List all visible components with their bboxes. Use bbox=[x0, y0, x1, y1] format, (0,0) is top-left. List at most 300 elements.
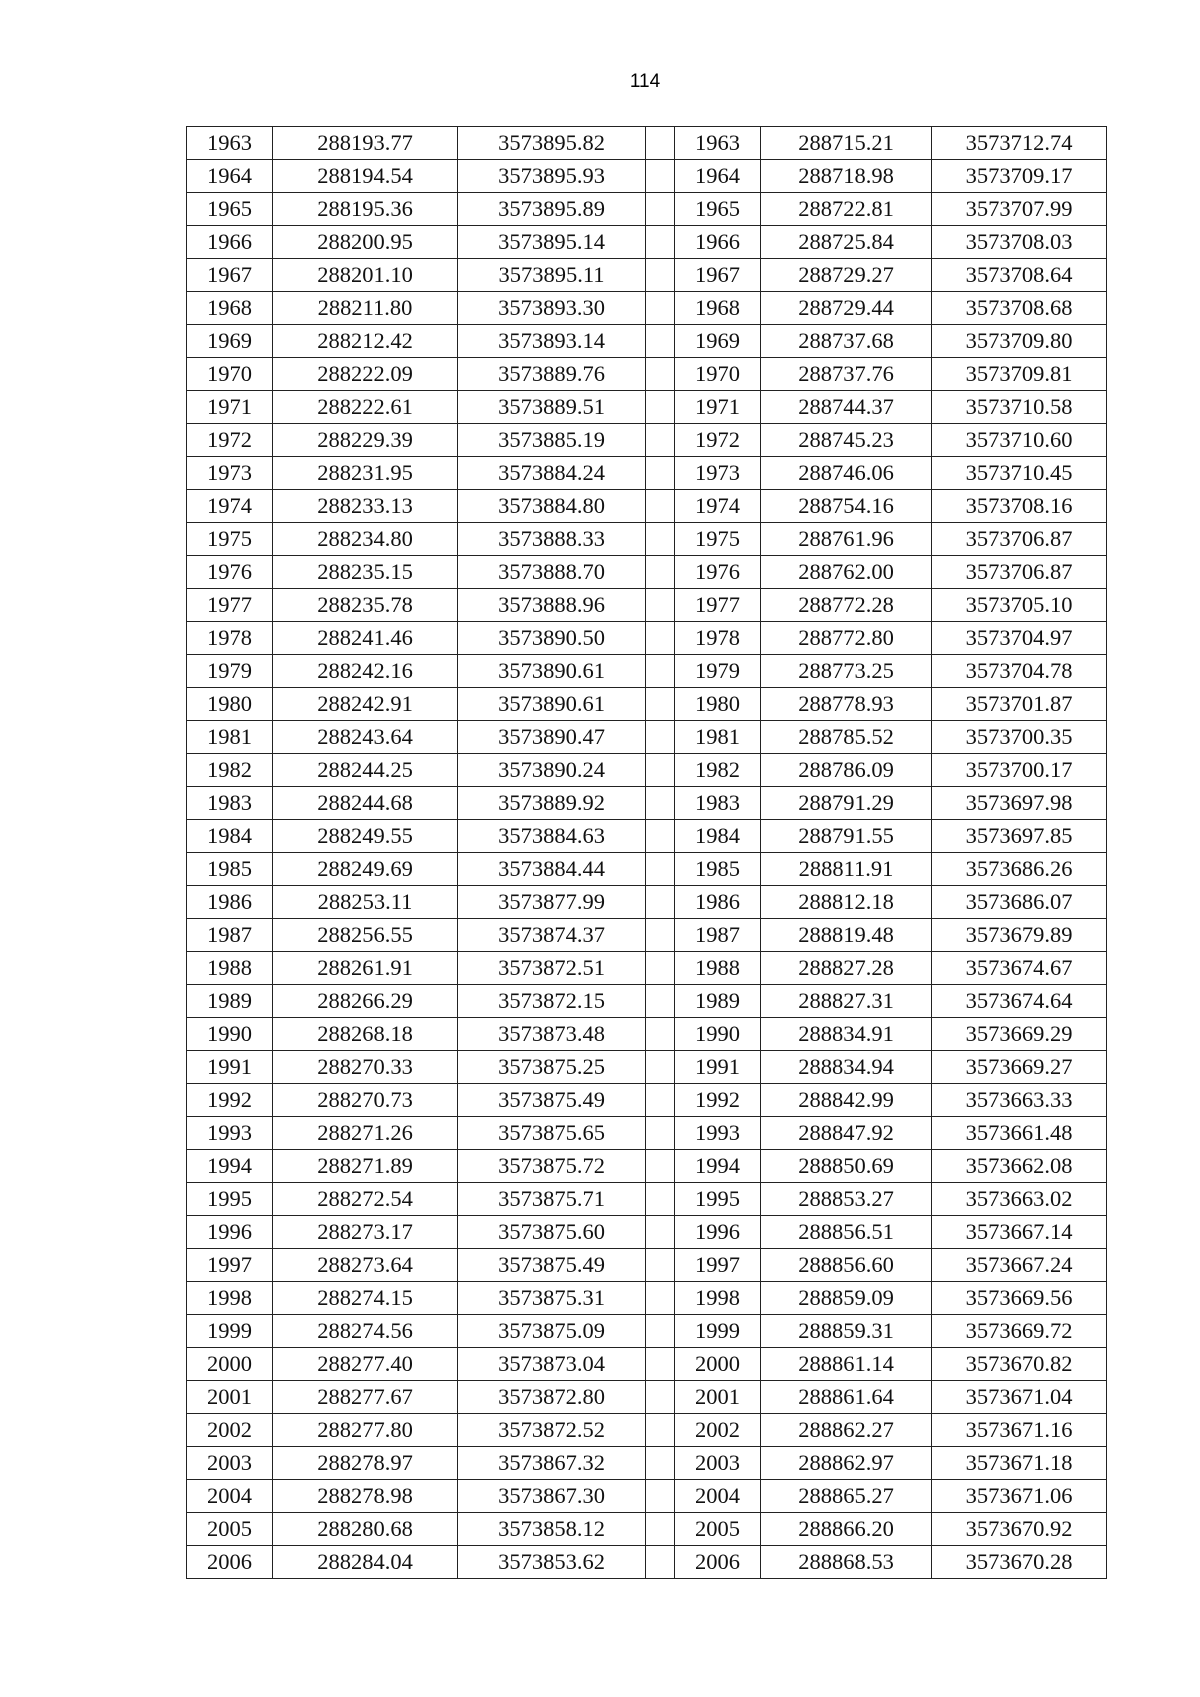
spacer-cell bbox=[646, 886, 675, 919]
left-x-coordinate-cell: 288242.16 bbox=[273, 655, 458, 688]
left-point-id-cell: 1998 bbox=[187, 1282, 273, 1315]
right-y-coordinate-cell: 3573701.87 bbox=[932, 688, 1107, 721]
left-y-coordinate-cell: 3573895.14 bbox=[458, 226, 646, 259]
right-y-coordinate-cell: 3573708.16 bbox=[932, 490, 1107, 523]
left-y-coordinate-cell: 3573875.49 bbox=[458, 1249, 646, 1282]
right-x-coordinate-cell: 288737.76 bbox=[761, 358, 932, 391]
left-point-id-cell: 1996 bbox=[187, 1216, 273, 1249]
spacer-cell bbox=[646, 1051, 675, 1084]
right-x-coordinate-cell: 288819.48 bbox=[761, 919, 932, 952]
spacer-cell bbox=[646, 490, 675, 523]
right-point-id-cell: 1973 bbox=[675, 457, 761, 490]
table-row bbox=[187, 1447, 1107, 1480]
right-x-coordinate-cell: 288856.60 bbox=[761, 1249, 932, 1282]
left-y-coordinate-cell: 3573895.89 bbox=[458, 193, 646, 226]
right-y-coordinate-cell: 3573708.03 bbox=[932, 226, 1107, 259]
right-point-id-cell: 1978 bbox=[675, 622, 761, 655]
left-point-id-cell: 1974 bbox=[187, 490, 273, 523]
table-row bbox=[187, 754, 1107, 787]
spacer-cell bbox=[646, 1282, 675, 1315]
right-x-coordinate-cell: 288811.91 bbox=[761, 853, 932, 886]
left-x-coordinate-cell: 288249.69 bbox=[273, 853, 458, 886]
spacer-cell bbox=[646, 1183, 675, 1216]
right-x-coordinate-cell: 288861.14 bbox=[761, 1348, 932, 1381]
table-row bbox=[187, 424, 1107, 457]
left-y-coordinate-cell: 3573888.96 bbox=[458, 589, 646, 622]
right-point-id-cell: 1990 bbox=[675, 1018, 761, 1051]
left-point-id-cell: 1976 bbox=[187, 556, 273, 589]
spacer-cell bbox=[646, 754, 675, 787]
right-y-coordinate-cell: 3573670.82 bbox=[932, 1348, 1107, 1381]
table-row bbox=[187, 1018, 1107, 1051]
right-x-coordinate-cell: 288746.06 bbox=[761, 457, 932, 490]
right-x-coordinate-cell: 288827.28 bbox=[761, 952, 932, 985]
right-y-coordinate-cell: 3573704.97 bbox=[932, 622, 1107, 655]
left-y-coordinate-cell: 3573875.09 bbox=[458, 1315, 646, 1348]
right-y-coordinate-cell: 3573708.64 bbox=[932, 259, 1107, 292]
table-row bbox=[187, 556, 1107, 589]
right-y-coordinate-cell: 3573661.48 bbox=[932, 1117, 1107, 1150]
table-row bbox=[187, 1216, 1107, 1249]
left-point-id-cell: 1982 bbox=[187, 754, 273, 787]
table-row bbox=[187, 1150, 1107, 1183]
left-x-coordinate-cell: 288266.29 bbox=[273, 985, 458, 1018]
spacer-cell bbox=[646, 127, 675, 160]
left-y-coordinate-cell: 3573895.93 bbox=[458, 160, 646, 193]
right-x-coordinate-cell: 288859.09 bbox=[761, 1282, 932, 1315]
left-x-coordinate-cell: 288278.97 bbox=[273, 1447, 458, 1480]
left-x-coordinate-cell: 288194.54 bbox=[273, 160, 458, 193]
left-y-coordinate-cell: 3573884.80 bbox=[458, 490, 646, 523]
spacer-cell bbox=[646, 424, 675, 457]
left-point-id-cell: 1999 bbox=[187, 1315, 273, 1348]
table-row bbox=[187, 1315, 1107, 1348]
left-x-coordinate-cell: 288249.55 bbox=[273, 820, 458, 853]
right-y-coordinate-cell: 3573706.87 bbox=[932, 523, 1107, 556]
table-row bbox=[187, 1249, 1107, 1282]
table-row bbox=[187, 193, 1107, 226]
right-point-id-cell: 2001 bbox=[675, 1381, 761, 1414]
right-point-id-cell: 1997 bbox=[675, 1249, 761, 1282]
table-row bbox=[187, 457, 1107, 490]
table-row bbox=[187, 1348, 1107, 1381]
spacer-cell bbox=[646, 1414, 675, 1447]
spacer-cell bbox=[646, 226, 675, 259]
left-point-id-cell: 1972 bbox=[187, 424, 273, 457]
right-y-coordinate-cell: 3573663.02 bbox=[932, 1183, 1107, 1216]
left-point-id-cell: 1980 bbox=[187, 688, 273, 721]
left-y-coordinate-cell: 3573890.61 bbox=[458, 655, 646, 688]
left-y-coordinate-cell: 3573872.51 bbox=[458, 952, 646, 985]
right-y-coordinate-cell: 3573669.29 bbox=[932, 1018, 1107, 1051]
right-x-coordinate-cell: 288861.64 bbox=[761, 1381, 932, 1414]
left-x-coordinate-cell: 288273.17 bbox=[273, 1216, 458, 1249]
left-y-coordinate-cell: 3573867.32 bbox=[458, 1447, 646, 1480]
left-y-coordinate-cell: 3573875.60 bbox=[458, 1216, 646, 1249]
table-row bbox=[187, 820, 1107, 853]
right-x-coordinate-cell: 288866.20 bbox=[761, 1513, 932, 1546]
right-x-coordinate-cell: 288773.25 bbox=[761, 655, 932, 688]
left-x-coordinate-cell: 288270.73 bbox=[273, 1084, 458, 1117]
right-y-coordinate-cell: 3573704.78 bbox=[932, 655, 1107, 688]
left-y-coordinate-cell: 3573888.70 bbox=[458, 556, 646, 589]
right-point-id-cell: 1966 bbox=[675, 226, 761, 259]
left-y-coordinate-cell: 3573884.44 bbox=[458, 853, 646, 886]
left-point-id-cell: 1970 bbox=[187, 358, 273, 391]
right-point-id-cell: 2006 bbox=[675, 1546, 761, 1579]
left-x-coordinate-cell: 288273.64 bbox=[273, 1249, 458, 1282]
spacer-cell bbox=[646, 556, 675, 589]
right-y-coordinate-cell: 3573667.24 bbox=[932, 1249, 1107, 1282]
right-point-id-cell: 1965 bbox=[675, 193, 761, 226]
right-y-coordinate-cell: 3573671.04 bbox=[932, 1381, 1107, 1414]
right-point-id-cell: 2003 bbox=[675, 1447, 761, 1480]
right-y-coordinate-cell: 3573705.10 bbox=[932, 589, 1107, 622]
spacer-cell bbox=[646, 952, 675, 985]
right-x-coordinate-cell: 288729.44 bbox=[761, 292, 932, 325]
table-row bbox=[187, 1117, 1107, 1150]
left-point-id-cell: 1986 bbox=[187, 886, 273, 919]
left-x-coordinate-cell: 288241.46 bbox=[273, 622, 458, 655]
left-point-id-cell: 1981 bbox=[187, 721, 273, 754]
left-point-id-cell: 1968 bbox=[187, 292, 273, 325]
table-row bbox=[187, 886, 1107, 919]
right-point-id-cell: 1964 bbox=[675, 160, 761, 193]
spacer-cell bbox=[646, 919, 675, 952]
spacer-cell bbox=[646, 655, 675, 688]
table-row bbox=[187, 721, 1107, 754]
right-point-id-cell: 2005 bbox=[675, 1513, 761, 1546]
right-point-id-cell: 1989 bbox=[675, 985, 761, 1018]
spacer-cell bbox=[646, 1084, 675, 1117]
right-point-id-cell: 1976 bbox=[675, 556, 761, 589]
right-x-coordinate-cell: 288786.09 bbox=[761, 754, 932, 787]
left-x-coordinate-cell: 288270.33 bbox=[273, 1051, 458, 1084]
right-point-id-cell: 1977 bbox=[675, 589, 761, 622]
right-x-coordinate-cell: 288834.91 bbox=[761, 1018, 932, 1051]
spacer-cell bbox=[646, 193, 675, 226]
left-point-id-cell: 1995 bbox=[187, 1183, 273, 1216]
left-y-coordinate-cell: 3573875.72 bbox=[458, 1150, 646, 1183]
left-x-coordinate-cell: 288229.39 bbox=[273, 424, 458, 457]
right-y-coordinate-cell: 3573697.98 bbox=[932, 787, 1107, 820]
left-y-coordinate-cell: 3573853.62 bbox=[458, 1546, 646, 1579]
left-point-id-cell: 1973 bbox=[187, 457, 273, 490]
table-row bbox=[187, 160, 1107, 193]
right-point-id-cell: 1979 bbox=[675, 655, 761, 688]
left-point-id-cell: 2006 bbox=[187, 1546, 273, 1579]
left-x-coordinate-cell: 288211.80 bbox=[273, 292, 458, 325]
spacer-cell bbox=[646, 1381, 675, 1414]
left-y-coordinate-cell: 3573890.61 bbox=[458, 688, 646, 721]
right-x-coordinate-cell: 288772.28 bbox=[761, 589, 932, 622]
spacer-cell bbox=[646, 1546, 675, 1579]
left-y-coordinate-cell: 3573867.30 bbox=[458, 1480, 646, 1513]
left-point-id-cell: 1975 bbox=[187, 523, 273, 556]
right-x-coordinate-cell: 288847.92 bbox=[761, 1117, 932, 1150]
right-y-coordinate-cell: 3573663.33 bbox=[932, 1084, 1107, 1117]
left-x-coordinate-cell: 288235.78 bbox=[273, 589, 458, 622]
right-y-coordinate-cell: 3573707.99 bbox=[932, 193, 1107, 226]
table-row bbox=[187, 358, 1107, 391]
left-point-id-cell: 1971 bbox=[187, 391, 273, 424]
left-y-coordinate-cell: 3573875.71 bbox=[458, 1183, 646, 1216]
table-row bbox=[187, 490, 1107, 523]
right-x-coordinate-cell: 288725.84 bbox=[761, 226, 932, 259]
spacer-cell bbox=[646, 688, 675, 721]
right-y-coordinate-cell: 3573700.35 bbox=[932, 721, 1107, 754]
right-y-coordinate-cell: 3573669.27 bbox=[932, 1051, 1107, 1084]
left-y-coordinate-cell: 3573875.65 bbox=[458, 1117, 646, 1150]
left-x-coordinate-cell: 288268.18 bbox=[273, 1018, 458, 1051]
right-x-coordinate-cell: 288718.98 bbox=[761, 160, 932, 193]
left-y-coordinate-cell: 3573872.52 bbox=[458, 1414, 646, 1447]
right-y-coordinate-cell: 3573669.72 bbox=[932, 1315, 1107, 1348]
table-row bbox=[187, 1381, 1107, 1414]
left-point-id-cell: 1988 bbox=[187, 952, 273, 985]
table-row bbox=[187, 1183, 1107, 1216]
right-x-coordinate-cell: 288856.51 bbox=[761, 1216, 932, 1249]
right-point-id-cell: 1974 bbox=[675, 490, 761, 523]
table-row bbox=[187, 391, 1107, 424]
left-x-coordinate-cell: 288253.11 bbox=[273, 886, 458, 919]
left-x-coordinate-cell: 288193.77 bbox=[273, 127, 458, 160]
left-point-id-cell: 1983 bbox=[187, 787, 273, 820]
table-row bbox=[187, 259, 1107, 292]
left-y-coordinate-cell: 3573890.24 bbox=[458, 754, 646, 787]
left-x-coordinate-cell: 288201.10 bbox=[273, 259, 458, 292]
left-x-coordinate-cell: 288271.26 bbox=[273, 1117, 458, 1150]
right-y-coordinate-cell: 3573670.28 bbox=[932, 1546, 1107, 1579]
left-point-id-cell: 1977 bbox=[187, 589, 273, 622]
spacer-cell bbox=[646, 787, 675, 820]
spacer-cell bbox=[646, 985, 675, 1018]
right-point-id-cell: 1968 bbox=[675, 292, 761, 325]
left-point-id-cell: 1997 bbox=[187, 1249, 273, 1282]
left-point-id-cell: 2001 bbox=[187, 1381, 273, 1414]
left-y-coordinate-cell: 3573885.19 bbox=[458, 424, 646, 457]
right-point-id-cell: 1992 bbox=[675, 1084, 761, 1117]
right-x-coordinate-cell: 288729.27 bbox=[761, 259, 932, 292]
right-y-coordinate-cell: 3573671.16 bbox=[932, 1414, 1107, 1447]
right-y-coordinate-cell: 3573712.74 bbox=[932, 127, 1107, 160]
right-x-coordinate-cell: 288862.27 bbox=[761, 1414, 932, 1447]
right-x-coordinate-cell: 288791.55 bbox=[761, 820, 932, 853]
right-y-coordinate-cell: 3573679.89 bbox=[932, 919, 1107, 952]
left-y-coordinate-cell: 3573889.51 bbox=[458, 391, 646, 424]
coordinates-table bbox=[186, 126, 1107, 1579]
right-point-id-cell: 1988 bbox=[675, 952, 761, 985]
right-x-coordinate-cell: 288853.27 bbox=[761, 1183, 932, 1216]
left-x-coordinate-cell: 288231.95 bbox=[273, 457, 458, 490]
left-point-id-cell: 1987 bbox=[187, 919, 273, 952]
left-x-coordinate-cell: 288195.36 bbox=[273, 193, 458, 226]
table-row bbox=[187, 919, 1107, 952]
right-point-id-cell: 1996 bbox=[675, 1216, 761, 1249]
left-point-id-cell: 1967 bbox=[187, 259, 273, 292]
left-point-id-cell: 2003 bbox=[187, 1447, 273, 1480]
left-x-coordinate-cell: 288278.98 bbox=[273, 1480, 458, 1513]
right-y-coordinate-cell: 3573669.56 bbox=[932, 1282, 1107, 1315]
left-x-coordinate-cell: 288222.61 bbox=[273, 391, 458, 424]
right-point-id-cell: 1971 bbox=[675, 391, 761, 424]
right-point-id-cell: 2002 bbox=[675, 1414, 761, 1447]
left-x-coordinate-cell: 288272.54 bbox=[273, 1183, 458, 1216]
left-y-coordinate-cell: 3573889.76 bbox=[458, 358, 646, 391]
table-row bbox=[187, 1513, 1107, 1546]
table-row bbox=[187, 952, 1107, 985]
left-x-coordinate-cell: 288244.25 bbox=[273, 754, 458, 787]
left-x-coordinate-cell: 288261.91 bbox=[273, 952, 458, 985]
right-x-coordinate-cell: 288862.97 bbox=[761, 1447, 932, 1480]
table-row bbox=[187, 523, 1107, 556]
spacer-cell bbox=[646, 1150, 675, 1183]
left-y-coordinate-cell: 3573875.31 bbox=[458, 1282, 646, 1315]
right-point-id-cell: 2000 bbox=[675, 1348, 761, 1381]
right-point-id-cell: 1986 bbox=[675, 886, 761, 919]
spacer-cell bbox=[646, 160, 675, 193]
spacer-cell bbox=[646, 1513, 675, 1546]
left-point-id-cell: 1991 bbox=[187, 1051, 273, 1084]
left-point-id-cell: 1992 bbox=[187, 1084, 273, 1117]
right-point-id-cell: 1969 bbox=[675, 325, 761, 358]
right-y-coordinate-cell: 3573697.85 bbox=[932, 820, 1107, 853]
left-y-coordinate-cell: 3573873.04 bbox=[458, 1348, 646, 1381]
right-point-id-cell: 1970 bbox=[675, 358, 761, 391]
right-point-id-cell: 1985 bbox=[675, 853, 761, 886]
right-y-coordinate-cell: 3573667.14 bbox=[932, 1216, 1107, 1249]
right-point-id-cell: 1995 bbox=[675, 1183, 761, 1216]
right-x-coordinate-cell: 288842.99 bbox=[761, 1084, 932, 1117]
spacer-cell bbox=[646, 1216, 675, 1249]
left-x-coordinate-cell: 288233.13 bbox=[273, 490, 458, 523]
right-x-coordinate-cell: 288715.21 bbox=[761, 127, 932, 160]
spacer-cell bbox=[646, 259, 675, 292]
left-y-coordinate-cell: 3573875.25 bbox=[458, 1051, 646, 1084]
left-y-coordinate-cell: 3573893.30 bbox=[458, 292, 646, 325]
right-y-coordinate-cell: 3573671.18 bbox=[932, 1447, 1107, 1480]
left-x-coordinate-cell: 288256.55 bbox=[273, 919, 458, 952]
right-y-coordinate-cell: 3573700.17 bbox=[932, 754, 1107, 787]
left-x-coordinate-cell: 288274.15 bbox=[273, 1282, 458, 1315]
spacer-cell bbox=[646, 1348, 675, 1381]
right-point-id-cell: 1975 bbox=[675, 523, 761, 556]
spacer-cell bbox=[646, 1249, 675, 1282]
left-y-coordinate-cell: 3573858.12 bbox=[458, 1513, 646, 1546]
right-x-coordinate-cell: 288744.37 bbox=[761, 391, 932, 424]
right-x-coordinate-cell: 288754.16 bbox=[761, 490, 932, 523]
left-x-coordinate-cell: 288244.68 bbox=[273, 787, 458, 820]
right-x-coordinate-cell: 288737.68 bbox=[761, 325, 932, 358]
right-x-coordinate-cell: 288762.00 bbox=[761, 556, 932, 589]
right-y-coordinate-cell: 3573674.64 bbox=[932, 985, 1107, 1018]
left-x-coordinate-cell: 288234.80 bbox=[273, 523, 458, 556]
right-point-id-cell: 1993 bbox=[675, 1117, 761, 1150]
spacer-cell bbox=[646, 1480, 675, 1513]
right-y-coordinate-cell: 3573674.67 bbox=[932, 952, 1107, 985]
left-x-coordinate-cell: 288212.42 bbox=[273, 325, 458, 358]
left-y-coordinate-cell: 3573895.82 bbox=[458, 127, 646, 160]
left-x-coordinate-cell: 288277.80 bbox=[273, 1414, 458, 1447]
table-row bbox=[187, 655, 1107, 688]
right-y-coordinate-cell: 3573709.80 bbox=[932, 325, 1107, 358]
table-row bbox=[187, 1480, 1107, 1513]
left-y-coordinate-cell: 3573890.47 bbox=[458, 721, 646, 754]
table-row bbox=[187, 1414, 1107, 1447]
left-y-coordinate-cell: 3573889.92 bbox=[458, 787, 646, 820]
right-point-id-cell: 1981 bbox=[675, 721, 761, 754]
right-y-coordinate-cell: 3573670.92 bbox=[932, 1513, 1107, 1546]
spacer-cell bbox=[646, 292, 675, 325]
right-point-id-cell: 1972 bbox=[675, 424, 761, 457]
right-y-coordinate-cell: 3573710.58 bbox=[932, 391, 1107, 424]
table-row bbox=[187, 325, 1107, 358]
right-y-coordinate-cell: 3573708.68 bbox=[932, 292, 1107, 325]
spacer-cell bbox=[646, 1117, 675, 1150]
table-row bbox=[187, 787, 1107, 820]
spacer-cell bbox=[646, 457, 675, 490]
left-point-id-cell: 1989 bbox=[187, 985, 273, 1018]
left-y-coordinate-cell: 3573884.24 bbox=[458, 457, 646, 490]
right-point-id-cell: 1980 bbox=[675, 688, 761, 721]
left-y-coordinate-cell: 3573872.80 bbox=[458, 1381, 646, 1414]
right-x-coordinate-cell: 288722.81 bbox=[761, 193, 932, 226]
table-row bbox=[187, 1051, 1107, 1084]
table-row bbox=[187, 688, 1107, 721]
spacer-cell bbox=[646, 1315, 675, 1348]
table-row bbox=[187, 1084, 1107, 1117]
coordinates-table-body bbox=[187, 127, 1107, 1579]
right-x-coordinate-cell: 288827.31 bbox=[761, 985, 932, 1018]
right-x-coordinate-cell: 288791.29 bbox=[761, 787, 932, 820]
right-point-id-cell: 1984 bbox=[675, 820, 761, 853]
table-row bbox=[187, 127, 1107, 160]
left-point-id-cell: 2000 bbox=[187, 1348, 273, 1381]
right-x-coordinate-cell: 288868.53 bbox=[761, 1546, 932, 1579]
right-x-coordinate-cell: 288785.52 bbox=[761, 721, 932, 754]
left-y-coordinate-cell: 3573873.48 bbox=[458, 1018, 646, 1051]
spacer-cell bbox=[646, 1447, 675, 1480]
left-x-coordinate-cell: 288243.64 bbox=[273, 721, 458, 754]
left-y-coordinate-cell: 3573893.14 bbox=[458, 325, 646, 358]
left-x-coordinate-cell: 288222.09 bbox=[273, 358, 458, 391]
table-row bbox=[187, 1546, 1107, 1579]
right-point-id-cell: 1998 bbox=[675, 1282, 761, 1315]
left-y-coordinate-cell: 3573877.99 bbox=[458, 886, 646, 919]
left-point-id-cell: 1963 bbox=[187, 127, 273, 160]
right-x-coordinate-cell: 288859.31 bbox=[761, 1315, 932, 1348]
left-y-coordinate-cell: 3573884.63 bbox=[458, 820, 646, 853]
table-row bbox=[187, 292, 1107, 325]
right-point-id-cell: 1982 bbox=[675, 754, 761, 787]
spacer-cell bbox=[646, 523, 675, 556]
right-y-coordinate-cell: 3573706.87 bbox=[932, 556, 1107, 589]
left-point-id-cell: 2002 bbox=[187, 1414, 273, 1447]
table-row bbox=[187, 589, 1107, 622]
right-y-coordinate-cell: 3573686.07 bbox=[932, 886, 1107, 919]
spacer-cell bbox=[646, 358, 675, 391]
right-y-coordinate-cell: 3573686.26 bbox=[932, 853, 1107, 886]
right-x-coordinate-cell: 288761.96 bbox=[761, 523, 932, 556]
left-x-coordinate-cell: 288200.95 bbox=[273, 226, 458, 259]
left-x-coordinate-cell: 288284.04 bbox=[273, 1546, 458, 1579]
right-x-coordinate-cell: 288772.80 bbox=[761, 622, 932, 655]
right-point-id-cell: 1983 bbox=[675, 787, 761, 820]
right-y-coordinate-cell: 3573710.60 bbox=[932, 424, 1107, 457]
left-point-id-cell: 1993 bbox=[187, 1117, 273, 1150]
right-point-id-cell: 1967 bbox=[675, 259, 761, 292]
left-y-coordinate-cell: 3573874.37 bbox=[458, 919, 646, 952]
